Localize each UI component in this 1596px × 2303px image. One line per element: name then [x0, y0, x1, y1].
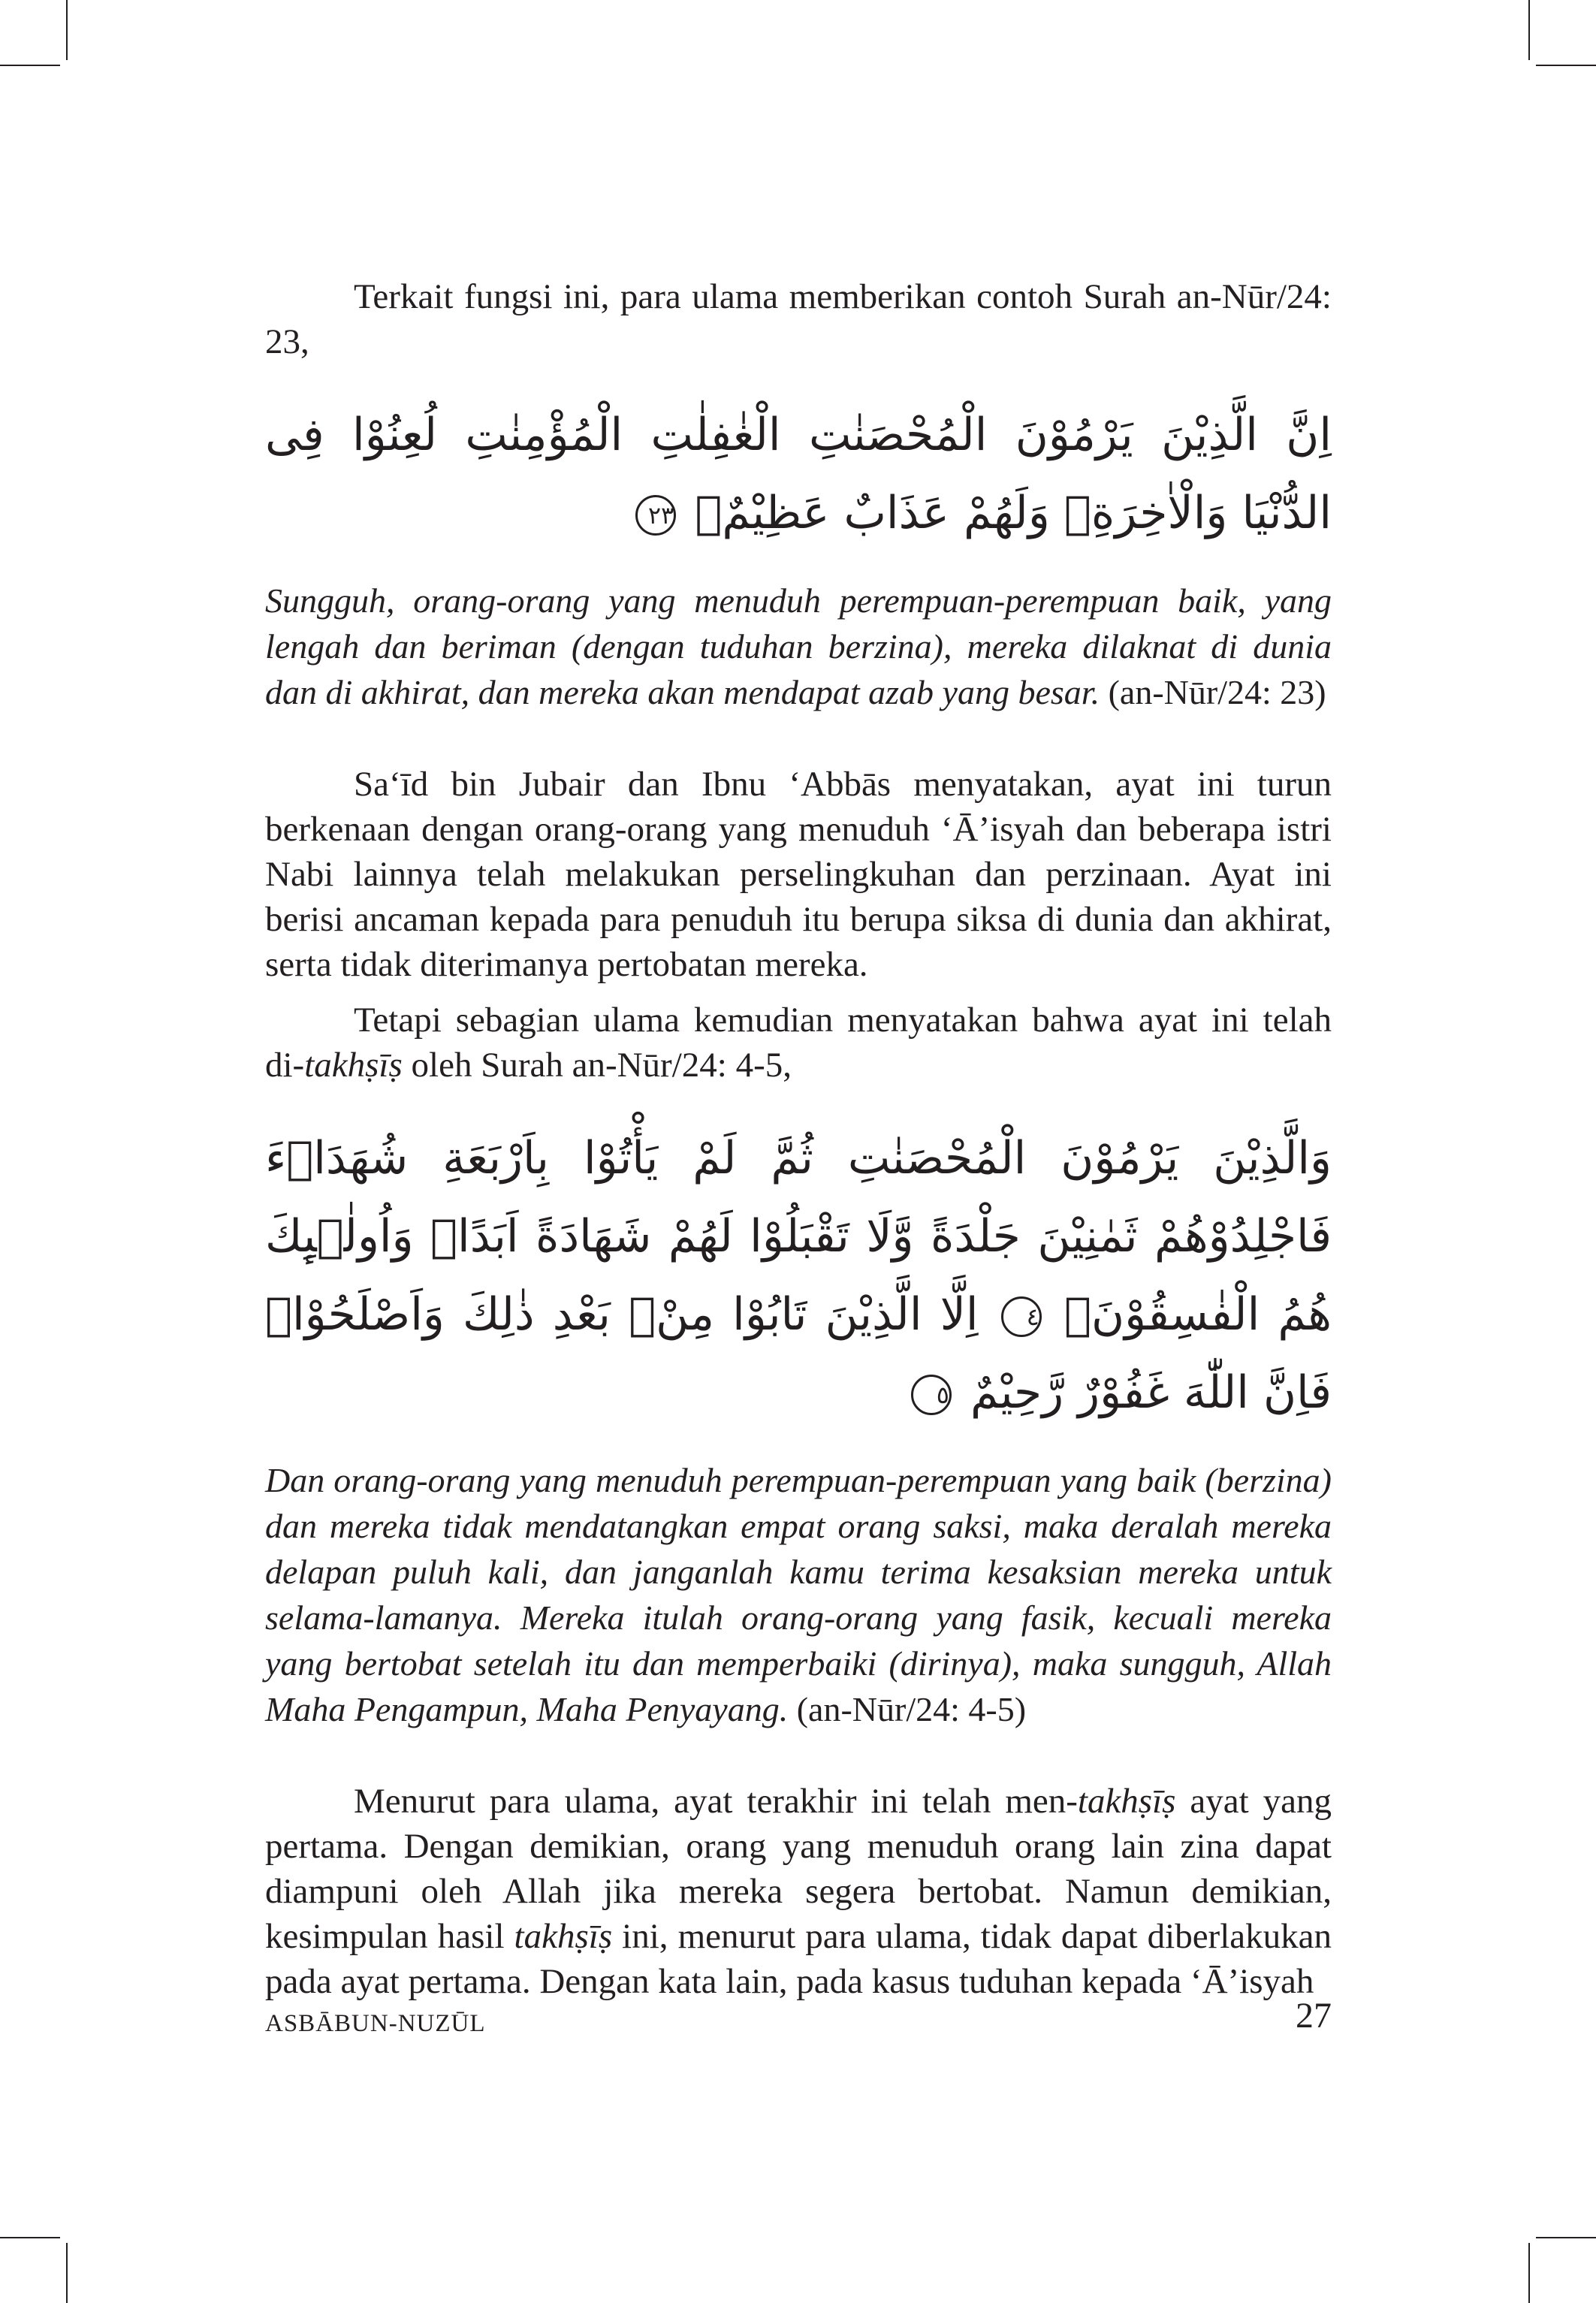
crop-mark — [1536, 65, 1596, 66]
verse-reference: (an-Nūr/24: 23) — [1108, 673, 1326, 711]
paragraph-revelation-context: Saʻīd bin Jubair dan Ibnu ʻAbbās menyatakan, ayat ini turun berkenaan dengan orang-orang yang menuduh ʻĀʼisyah dan beberapa istri Nabi lainnya telah melakukan perselingkuhan dan perzinaan. Ayat ini berisi ancaman kepada para penuduh itu berupa siksa di dunia dan akhirat, serta tidak diterimanya pertobatan mereka. — [265, 765, 1332, 984]
verse-text: وَالَّذِيْنَ يَرْمُوْنَ الْمُحْصَنٰتِ ثُمَّ لَمْ يَأْتُوْا بِاَرْبَعَةِ شُهَدَاۤءَ فَاجْلِدُوْهُمْ ثَمٰنِيْنَ جَلْدَةً وَّلَا تَقْبَلُوْا لَهُمْ شَهَادَةً اَبَدًاۚ وَاُولٰۤىِٕكَ هُمُ الْفٰسِقُوْنَۙ — [265, 1132, 1332, 1341]
running-title: ASBĀBUN-NUZŪL — [265, 2010, 486, 2037]
page-body — [265, 274, 1332, 2004]
verse-text: اِنَّ الَّذِيْنَ يَرْمُوْنَ الْمُحْصَنٰتِ الْغٰفِلٰتِ الْمُؤْمِنٰتِ لُعِنُوْا فِى الدُّنْيَا وَالْاٰخِرَةِۖ وَلَهُمْ عَذَابٌ عَظِيْمٌۙ — [265, 409, 1332, 539]
paragraph-scholars-opinion — [265, 1779, 1332, 2004]
text-segment: Menurut para ulama, ayat terakhir ini telah men- — [354, 1782, 1078, 1821]
page-number: 27 — [1296, 1996, 1332, 2036]
ayah-number-marker: ٢٣ — [635, 495, 676, 536]
text-segment: oleh Surah an-Nūr/24: 4-5, — [402, 1046, 792, 1085]
verse-arabic-an-nur-23 — [265, 396, 1332, 552]
intro-paragraph: Terkait fungsi ini, para ulama memberikan contoh Surah an-Nūr/24: 23, — [265, 277, 1332, 361]
verse-text: اِلَّا الَّذِيْنَ تَابُوْا مِنْۢ بَعْدِ ذٰلِكَ وَاَصْلَحُوْاۚ فَاِنَّ اللّٰهَ غَفُوْرٌ رَّحِيْمٌ — [265, 1288, 1332, 1419]
text-segment: ini, menurut para ulama, tidak dapat diberlakukan pada ayat pertama. Dengan kata lain, pada kasus tuduhan kepada ʻĀʼisyah — [265, 1917, 1332, 2001]
text-segment: ayat yang pertama. Dengan demikian, orang yang menuduh orang lain zina dapat diampuni oleh Allah jika mereka segera bertobat. Namun demikian, kesimpulan hasil — [265, 1782, 1332, 1956]
crop-mark — [66, 2243, 68, 2303]
verse-translation-an-nur-4-5 — [265, 1457, 1332, 1732]
verse-reference: (an-Nūr/24: 4-5) — [796, 1690, 1027, 1728]
crop-mark — [1528, 0, 1530, 60]
crop-mark — [1528, 2243, 1530, 2303]
ayah-number-marker: ٥ — [911, 1375, 952, 1415]
translation-text: Dan orang-orang yang menuduh perempuan-perempuan yang baik (berzina) dan mereka tidak mendatangkan empat orang saksi, maka deralah mereka delapan puluh kali, dan janganlah kamu terima kesaksian mereka untuk selama-lamanya. Mereka itulah orang-orang yang fasik, kecuali mereka yang bertobat setelah itu dan memperbaiki (dirinya), maka sungguh, Allah Maha Pengampun, Maha Penyayang. — [265, 1461, 1332, 1728]
italic-term: takhṣīṣ — [304, 1046, 403, 1085]
ayah-number-marker: ٤ — [1001, 1296, 1042, 1337]
translation-text: Sungguh, orang-orang yang menuduh perempuan-perempuan baik, yang lengah dan beriman (dengan tuduhan berzina), mereka dilaknat di dunia dan di akhirat, dan mereka akan mendapat azab yang besar. — [265, 581, 1332, 711]
paragraph-takhsis-claim — [265, 998, 1332, 1088]
italic-term: takhṣīṣ — [514, 1917, 613, 1956]
italic-term: takhṣīṣ — [1077, 1782, 1176, 1821]
text-segment: Tetapi sebagian ulama kemudian menyatakan bahwa ayat ini telah di- — [265, 1001, 1332, 1085]
verse-arabic-an-nur-4-5 — [265, 1119, 1332, 1432]
verse-translation-an-nur-23 — [265, 578, 1332, 715]
crop-mark — [1536, 2237, 1596, 2238]
crop-mark — [0, 2237, 60, 2238]
crop-mark — [0, 65, 60, 66]
crop-mark — [66, 0, 68, 60]
